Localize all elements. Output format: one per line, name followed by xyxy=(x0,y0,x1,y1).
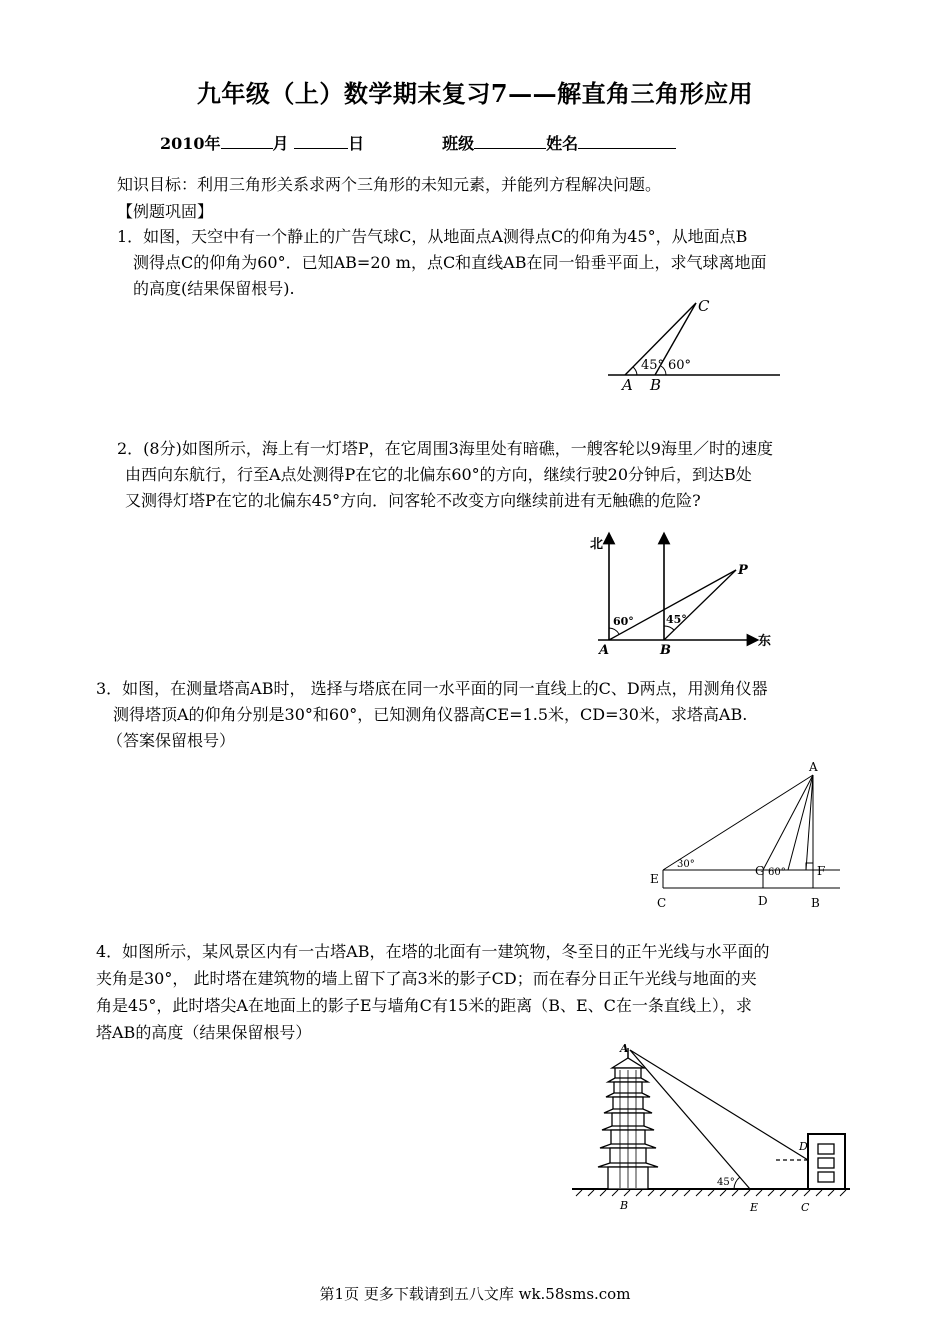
label-e: E xyxy=(750,1201,759,1214)
label-f: F xyxy=(817,864,826,878)
month-blank[interactable] xyxy=(221,133,273,149)
angle-label-e: 30° xyxy=(677,859,695,870)
east-label: 东 xyxy=(758,634,772,649)
label-a: A xyxy=(622,376,633,394)
label-a: A xyxy=(809,760,818,774)
line-ap xyxy=(609,570,736,640)
class-blank[interactable] xyxy=(474,133,546,149)
problem-3-line-1: 3．如图，在测量塔高AB时， 选择与塔底在同一水平面的同一直线上的C、D两点，用测角仪器 xyxy=(96,679,768,698)
day-label: 日 xyxy=(348,134,365,153)
angle-label-a: 60° xyxy=(613,615,634,628)
month-label: 月 xyxy=(272,134,289,153)
angle-arc-e xyxy=(734,1177,740,1189)
problem-3-figure xyxy=(640,757,850,915)
window-1 xyxy=(818,1144,834,1154)
problem-1-figure xyxy=(600,293,785,398)
ray-ad xyxy=(630,1050,808,1160)
year-label: 2010年 xyxy=(160,134,221,153)
label-b: B xyxy=(811,896,820,910)
angle-label-b: 60° xyxy=(668,358,692,373)
problem-1-line-1: 1．如图，天空中有一个静止的广告气球C，从地面点A测得点C的仰角为45°，从地面点B xyxy=(117,227,748,246)
problem-4-figure xyxy=(568,1040,858,1215)
problem-2-line-3: 又测得灯塔P在它的北偏东45°方向．问客轮不改变方向继续前进有无触礁的危险? xyxy=(125,491,701,510)
line-ga xyxy=(763,775,813,870)
label-b: B xyxy=(620,1199,629,1212)
problem-4-line-4: 塔AB的高度（结果保留根号） xyxy=(96,1023,312,1042)
class-label: 班级 xyxy=(442,134,475,153)
line-ea xyxy=(663,775,813,870)
name-label: 姓名 xyxy=(546,134,579,153)
label-g: G xyxy=(755,864,765,878)
angle-label-e: 45° xyxy=(717,1177,735,1188)
ground-hatching xyxy=(576,1190,846,1196)
label-b: B xyxy=(650,376,662,394)
problem-3-line-3: （答案保留根号） xyxy=(107,731,236,750)
label-d: D xyxy=(799,1140,808,1153)
label-c: C xyxy=(698,297,710,315)
north-label: 北 xyxy=(590,537,604,552)
problem-4-line-3: 角是45°，此时塔尖A在地面上的影子E与墙角C有15米的距离（B、E、C在一条直线上），求 xyxy=(96,996,752,1015)
problem-4-line-2: 夹角是30°， 此时塔在建筑物的墙上留下了高3米的影子CD；而在春分日正午光线与地面的夹 xyxy=(96,969,757,988)
problem-1-line-3: 的高度(结果保留根号). xyxy=(133,279,295,298)
objective-text: 知识目标：利用三角形关系求两个三角形的未知元素，并能列方程解决问题。 xyxy=(117,175,662,194)
window-3 xyxy=(818,1172,834,1182)
problem-2-figure xyxy=(588,530,778,662)
label-c: C xyxy=(657,896,667,910)
angle-label-b: 45° xyxy=(666,613,687,626)
window-2 xyxy=(818,1158,834,1168)
page-title: 九年级（上）数学期末复习7——解直角三角形应用 xyxy=(196,79,754,108)
problem-2-line-2: 由西向东航行，行至A点处测得P在它的北偏东60°的方向，继续行驶20分钟后，到达B处 xyxy=(125,465,752,484)
section-heading: 【例题巩固】 xyxy=(117,202,214,221)
problem-1-line-2: 测得点C的仰角为60°．已知AB=20 m，点C和直线AB在同一铅垂平面上，求气球离地面 xyxy=(133,253,767,272)
label-a: A xyxy=(599,643,610,658)
angle-label-a: 45° xyxy=(641,358,665,373)
label-p: P xyxy=(738,563,748,578)
page-footer: 第1页 更多下载请到五八文库 wk.58sms.com xyxy=(319,1285,631,1303)
right-angle-mark xyxy=(806,863,813,870)
label-a: A xyxy=(620,1042,629,1055)
problem-2-line-1: 2．(8分)如图所示，海上有一灯塔P，在它周围3海里处有暗礁，一艘客轮以9海里／时的速度 xyxy=(117,439,773,458)
problem-3-line-2: 测得塔顶A的仰角分别是30°和60°，已知测角仪器高CE=1.5米，CD=30米，求塔高AB. xyxy=(113,705,748,724)
angle-arc-a xyxy=(609,628,619,634)
angle-arc-a xyxy=(633,367,637,375)
header-fields xyxy=(160,131,676,154)
name-blank[interactable] xyxy=(578,133,676,149)
label-d: D xyxy=(758,894,768,908)
label-e: E xyxy=(650,872,659,886)
label-c: C xyxy=(801,1201,810,1214)
day-blank[interactable] xyxy=(294,133,348,149)
line-bp xyxy=(664,570,736,640)
problem-4-line-1: 4．如图所示，某风景区内有一古塔AB，在塔的北面有一建筑物，冬至日的正午光线与水平面的 xyxy=(96,942,770,961)
label-b: B xyxy=(660,643,671,658)
angle-label-g: 60° xyxy=(768,867,786,878)
pagoda-image xyxy=(598,1048,658,1189)
angle-arc-b xyxy=(664,626,674,630)
